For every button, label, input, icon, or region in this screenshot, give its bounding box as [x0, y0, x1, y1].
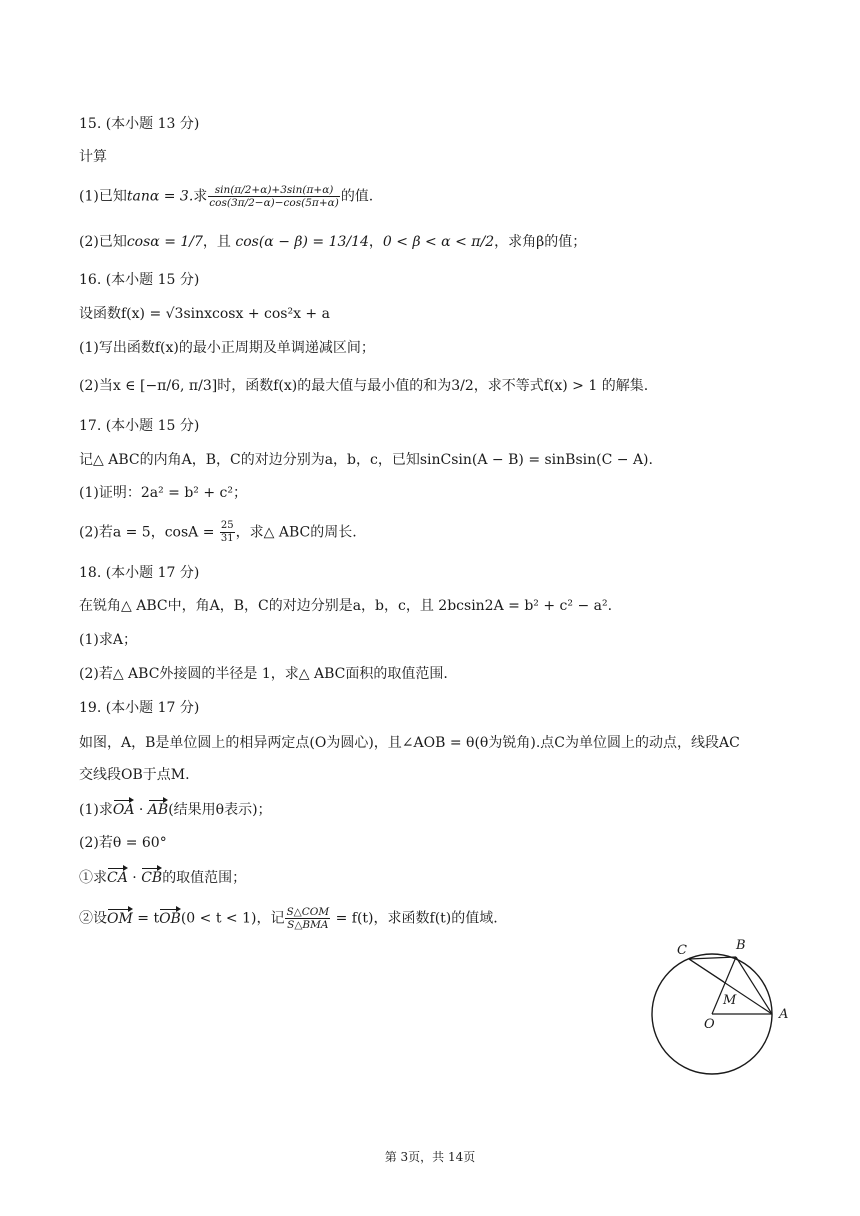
q19-part2: (2)若θ = 60° [79, 835, 167, 851]
q16-setup: 设函数f(x) = √3sinxcosx + cos²x + a [79, 306, 330, 322]
q19-setup-1: 如图，A，B是单位圆上的相异两定点(O为圆心)，且∠AOB = θ(θ为锐角).点C为单位圆上的动点，线段AC [79, 735, 740, 751]
q19-sub1: ①求CA · CB的取值范围； [79, 870, 247, 886]
q18-header: 18. (本小题 17 分) [79, 565, 200, 581]
q15-part1: (1)已知tanα = 3.求 $\frac{\sin(\pi/2+\alpha)+3\sin(\pi+\alpha)}{\cos(3\pi/2-\alpha)-\cos(5\pi+\alpha)}$ 的值. [79, 184, 374, 209]
q19-part1: (1)求OA · AB(结果用θ表示)； [79, 802, 272, 818]
segment-cb [689, 957, 736, 959]
page-footer: 第 3页，共 14页 [384, 1150, 476, 1164]
label-c: C [677, 943, 687, 958]
q16-header: 16. (本小题 15 分) [79, 272, 200, 288]
q19-setup-2: 交线段OB于点M. [79, 767, 190, 783]
q15-part2: (2)已知cosα = 1/7，且 cos(α − β) = 13/14，0 < β < α < π/2，求角β的值； [79, 234, 587, 250]
q19-sub2: ②设OM = tOB(0 < t < 1)，记 $\frac{\text{S△COM}}{\text{S△BMA}}$ = f(t)，求函数f(t)的值域. [79, 906, 498, 931]
label-b: B [736, 938, 746, 953]
q18-part1: (1)求A； [79, 632, 137, 648]
q15-header: 15. (本小题 13 分) [79, 116, 200, 132]
q16-part1: (1)写出函数f(x)的最小正周期及单调递减区间； [79, 340, 375, 356]
q17-part2: (2)若a = 5，cosA = $\frac{25}{31}$ ，求△ ABC的周长. [79, 520, 357, 544]
q19-header: 19. (本小题 17 分) [79, 700, 200, 716]
label-a: A [779, 1007, 789, 1022]
q17-header: 17. (本小题 15 分) [79, 418, 200, 434]
unit-circle-figure [645, 932, 805, 1081]
segment-ba [736, 957, 772, 1014]
q16-part2: (2)当x ∈ [−π/6, π/3]时，函数f(x)的最大值与最小值的和为3/2，求不等式f(x) > 1 的解集. [79, 378, 649, 394]
q15-intro: 计算 [79, 149, 107, 165]
q18-setup: 在锐角△ ABC中，角A，B，C的对边分别是a，b，c，且 2bcsin2A = b² + c² − a². [79, 598, 613, 614]
q17-part1: (1)证明：2a² = b² + c²； [79, 485, 247, 501]
q18-part2: (2)若△ ABC外接圆的半径是 1，求△ ABC面积的取值范围. [79, 666, 448, 682]
label-o: O [704, 1017, 715, 1032]
q17-setup: 记△ ABC的内角A，B，C的对边分别为a，b，c，已知sinCsin(A − B) = sinBsin(C − A). [79, 452, 653, 468]
segment-cm [689, 959, 724, 982]
label-m: M [723, 993, 737, 1008]
